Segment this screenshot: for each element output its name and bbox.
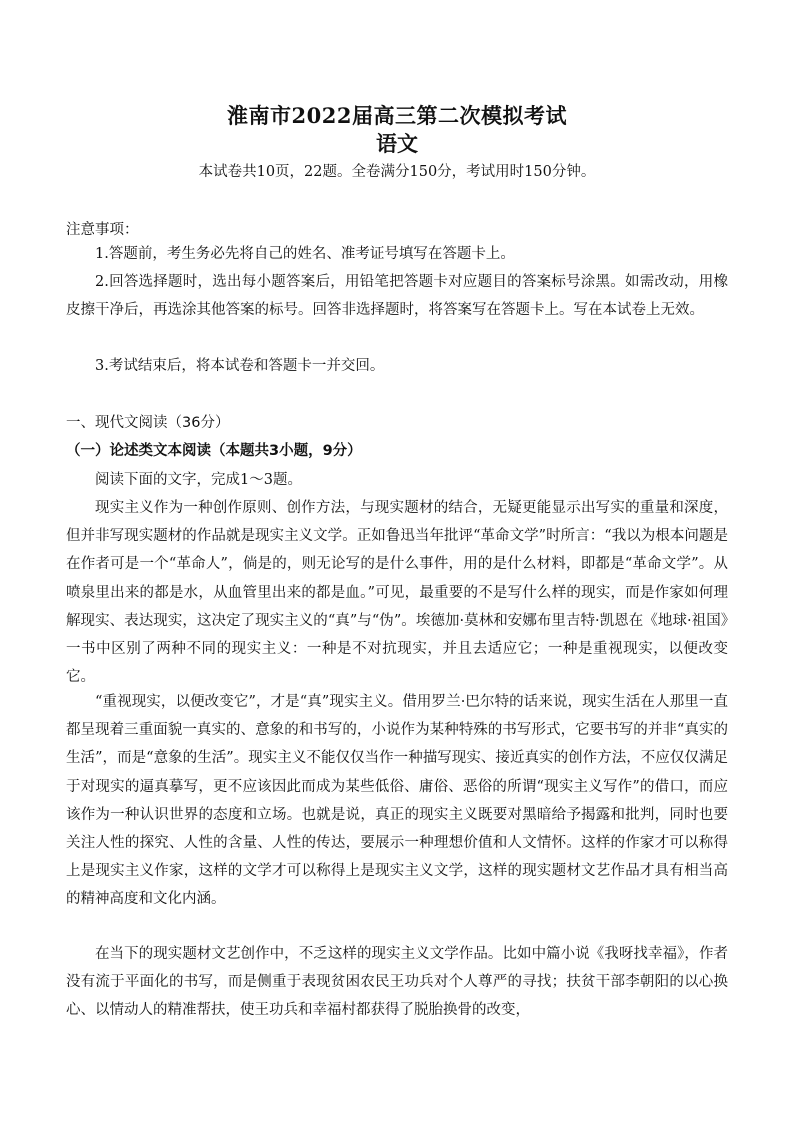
notice-item-1: 1.答题前，考生务必先将自己的姓名、准考证号填写在答题卡上。	[95, 246, 515, 262]
notice-item-2: 2.回答选择题时，选出每小题答案后，用铅笔把答题卡对应题目的答案标号涂黑。如需改动，用橡皮擦干净后，再选涂其他答案的标号。回答非选择题时，将答案写在答题卡上。写在本试卷上无效。	[66, 274, 728, 318]
subsection-heading: （一）论述类文本阅读（本题共3小题，9分）	[66, 443, 362, 459]
exam-title: 淮南市2022届高三第二次模拟考试	[227, 103, 567, 128]
notice-heading: 注意事项：	[66, 222, 139, 238]
passage-paragraph-2: “重视现实，以便改变它”，才是“真”现实主义。借用罗兰·巴尔特的话来说，现实生活在人那里一直都呈现着三重面貌一真实的、意象的和书写的，小说作为某种特殊的书写形式，它要书写的并非“真实的生活”，而是“意象的生活”。现实主义不能仅仅当作一种描写现实、接近真实的创作方法，不应仅仅满足于对现实的逼真摹写，更不应该因此而成为某些低俗、庸俗、恶俗的所谓“现实主义写作”的借口，而应该作为一种认识世界的态度和立场。也就是说，真正的现实主义既要对黑暗给予揭露和批判，同时也要关注人性的探究、人性的含量、人性的传达，要展示一种理想价值和人文情怀。这样的作家才可以称得上是现实主义作家，这样的文学才可以称得上是现实主义文学，这样的现实题材文艺作品才具有相当高的精神高度和文化内涵。	[66, 694, 728, 908]
subject-title: 语文	[376, 131, 418, 156]
exam-info: 本试卷共10页，22题。全卷满分150分，考试用时150分钟。	[198, 164, 596, 180]
passage-paragraph-3: 在当下的现实题材文艺创作中，不乏这样的现实主义文学作品。比如中篇小说《我呀找幸福》，作者没有流于平面化的书写，而是侧重于表现贫困农民王功兵对个人尊严的寻找；扶贫干部李朝阳的以心换心、以情动人的精准帮扶，使王功兵和幸福村都获得了脱胎换骨的改变，	[66, 946, 728, 1019]
notice-item-3: 3.考试结束后，将本试卷和答题卡一并交回。	[95, 358, 385, 374]
reading-instruction: 阅读下面的文字，完成1～3题。	[95, 472, 302, 488]
section-heading: 一、现代文阅读（36分）	[66, 415, 230, 431]
passage-paragraph-1: 现实主义作为一种创作原则、创作方法，与现实题材的结合，无疑更能显示出写实的重量和深度，但并非写现实题材的作品就是现实主义文学。正如鲁迅当年批评“革命文学”时所言：“我以为根本问题是在作者可是一个“革命人”，倘是的，则无论写的是什么事件，用的是什么材料，即都是“革命文学”。从喷泉里出来的都是水，从血管里出来的都是血。”可见，最重要的不是写什么样的现实，而是作家如何理解现实、表达现实，这决定了现实主义的“真”与“伪”。埃德加·莫林和安娜布里吉特·凯恩在《地球·祖国》一书中区别了两种不同的现实主义：一种是不对抗现实，并且去适应它；一种是重视现实，以便改变它。	[66, 500, 728, 686]
